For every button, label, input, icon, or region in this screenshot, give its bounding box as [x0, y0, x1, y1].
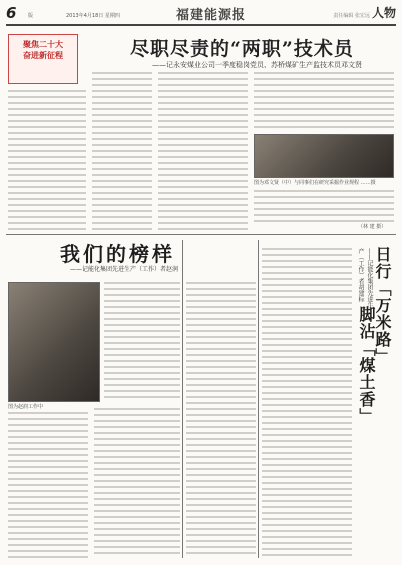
body-text-block	[186, 282, 256, 558]
body-text-block	[254, 190, 394, 224]
feature-top-photo	[254, 134, 394, 178]
masthead: 福建能源报	[176, 8, 247, 23]
body-text-block	[104, 282, 180, 402]
publication-date: 2013年4月18日 星期四	[66, 13, 120, 19]
body-text-block	[254, 72, 394, 132]
feature-middle-photo	[8, 282, 100, 402]
banner-subhead: ——记能化集团先进生产（工作）者胡建标	[357, 248, 373, 308]
banner-headline-2: 脚沾「煤土香」	[357, 306, 376, 425]
banner-headline-1: 日行「万米路」	[373, 246, 392, 365]
feature-middle-subhead: ——记能化集团先进生产（工作）者赵润	[70, 266, 179, 273]
body-text-block	[8, 412, 88, 558]
column-divider	[182, 240, 183, 558]
feature-top-photo-caption: 图为邓文贤（中）与同事们在研究采掘作业规程 ……摄	[254, 180, 376, 186]
feature-top-byline: （林 建 摄）	[358, 224, 387, 230]
section-divider	[6, 234, 396, 235]
feature-middle-photo-caption: 图为赵润工作中	[8, 404, 44, 410]
page-number-label: 版	[28, 13, 34, 19]
body-text-block	[262, 248, 352, 558]
page-number: 6	[6, 4, 17, 22]
body-text-block	[94, 408, 180, 558]
body-text-block	[8, 90, 86, 230]
editor-note: 责任编辑 张宏远	[333, 13, 370, 19]
body-text-block	[158, 72, 248, 230]
section-name: 人物	[371, 6, 396, 20]
feature-top-headline: 尽职尽责的“两职”技术员	[130, 38, 354, 60]
column-divider	[258, 240, 259, 558]
page-header	[6, 4, 396, 26]
theme-box	[8, 34, 78, 84]
theme-box-line: 聚焦二十大	[23, 40, 63, 49]
banner-right	[358, 246, 396, 456]
theme-box-line: 奋进新征程	[23, 51, 63, 60]
feature-middle-headline: 我们的榜样	[60, 242, 175, 266]
feature-top-subhead: ——记永安煤业公司一季度稳岗党员、苏桥煤矿生产监技术员邓文贤	[152, 61, 362, 69]
body-text-block	[92, 72, 152, 230]
